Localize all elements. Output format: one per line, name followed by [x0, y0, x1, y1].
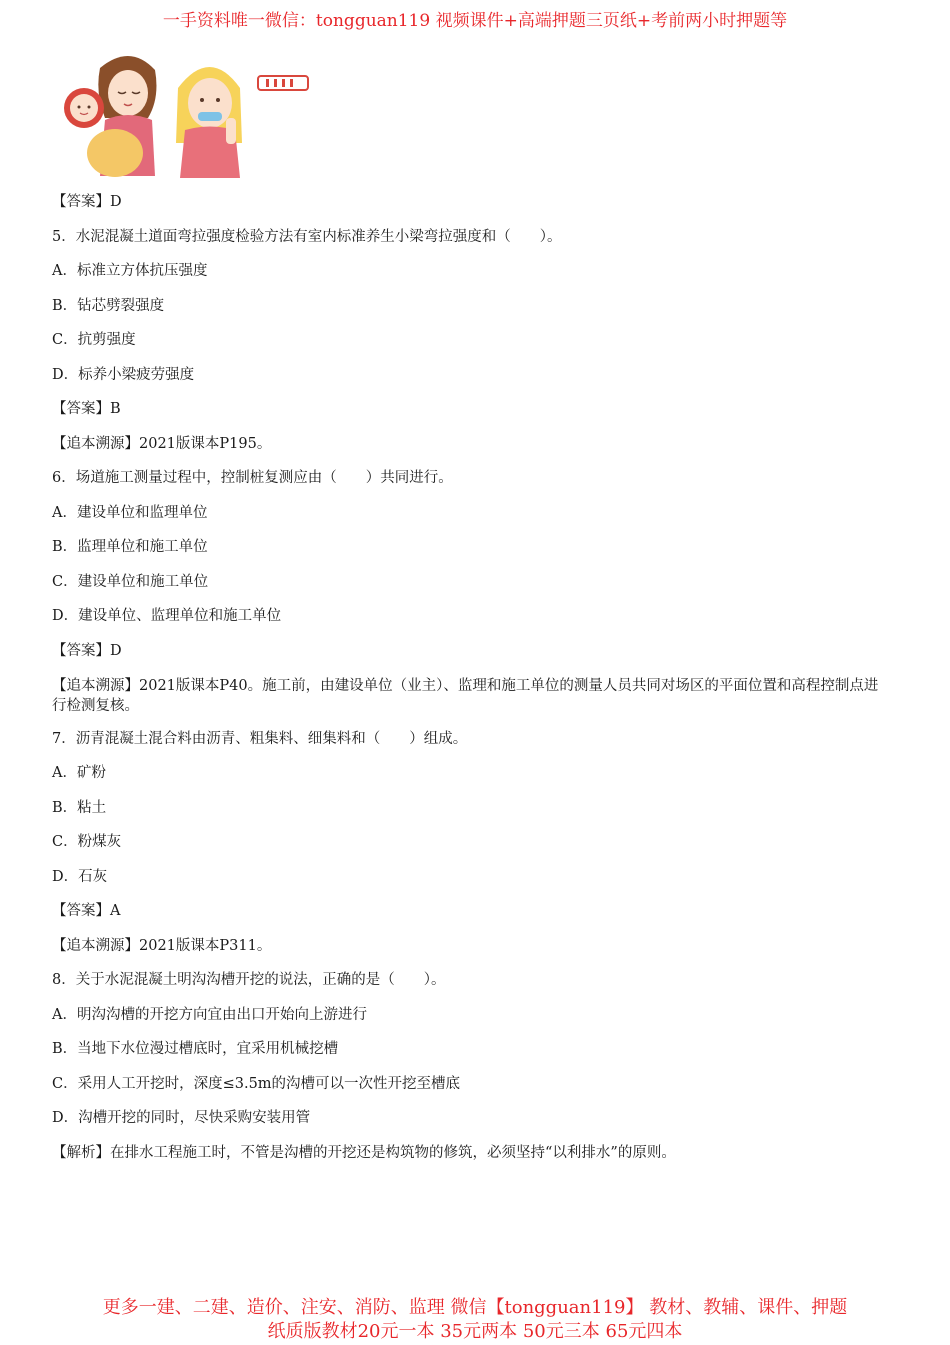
q7-option-d: D．石灰 — [52, 869, 108, 885]
footer-line-1: 更多一建、二建、造价、注安、消防、监理 微信【tongguan119】 教材、教辅、课件、押题 — [102, 1297, 848, 1318]
q6-option-c: C．建设单位和施工单位 — [52, 574, 209, 590]
question-5: 5．水泥混凝土道面弯拉强度检验方法有室内标准养生小梁弯拉强度和（ ）。 — [52, 229, 562, 245]
q8-option-b: B．当地下水位漫过槽底时，宜采用机械挖槽 — [52, 1041, 339, 1057]
question-7: 7．沥青混凝土混合料由沥青、粗集料、细集料和（ ）组成。 — [52, 731, 468, 747]
q6-option-d: D．建设单位、监理单位和施工单位 — [52, 608, 282, 624]
pregnancy-illustration — [60, 48, 330, 183]
source-q6: 【追本溯源】2021版课本P40。施工前，由建设单位（业主）、监理和施工单位的测量人员共同对场区的平面位置和高程控制点进行检测复核。 — [52, 678, 879, 714]
q7-option-a: A．矿粉 — [52, 765, 106, 781]
girl-figure — [176, 67, 242, 178]
source-q5: 【追本溯源】2021版课本P195。 — [52, 436, 272, 452]
q6-option-b: B．监理单位和施工单位 — [52, 539, 208, 555]
q7-option-c: C．粉煤灰 — [52, 834, 122, 850]
question-6: 6．场道施工测量过程中，控制桩复测应由（ ）共同进行。 — [52, 470, 453, 486]
q5-option-d: D．标养小梁疲劳强度 — [52, 367, 195, 383]
baby-bubble — [64, 88, 104, 128]
question-8: 8．关于水泥混凝土明沟沟槽开挖的说法，正确的是（ ）。 — [52, 972, 446, 988]
source-q7: 【追本溯源】2021版课本P311。 — [52, 938, 272, 954]
answer-q7: 【答案】A — [52, 903, 121, 919]
q5-option-b: B．钻芯劈裂强度 — [52, 298, 165, 314]
pregnancy-test-icon — [258, 76, 308, 90]
q8-option-d: D．沟槽开挖的同时，尽快采购安装用管 — [52, 1110, 311, 1126]
q5-option-a: A．标准立方体抗压强度 — [52, 263, 208, 279]
answer-q5: 【答案】B — [52, 401, 121, 417]
q8-option-c: C．采用人工开挖时，深度≤3.5m的沟槽可以一次性开挖至槽底 — [52, 1076, 461, 1092]
answer-q4: 【答案】D — [52, 194, 122, 210]
q5-option-c: C．抗剪强度 — [52, 332, 136, 348]
q7-option-b: B．粘土 — [52, 800, 107, 816]
q8-option-a: A．明沟沟槽的开挖方向宜由出口开始向上游进行 — [52, 1007, 367, 1023]
analysis-q8: 【解析】在排水工程施工时，不管是沟槽的开挖还是构筑物的修筑，必须坚持“以利排水”的原则。 — [52, 1145, 676, 1161]
q6-option-a: A．建设单位和监理单位 — [52, 505, 208, 521]
answer-q6: 【答案】D — [52, 643, 122, 659]
top-banner: 一手资料唯一微信：tongguan119 视频课件+高端押题三页纸+考前两小时押题等 — [162, 11, 788, 31]
footer-line-2: 纸质版教材20元一本 35元两本 50元三本 65元四本 — [267, 1321, 683, 1342]
